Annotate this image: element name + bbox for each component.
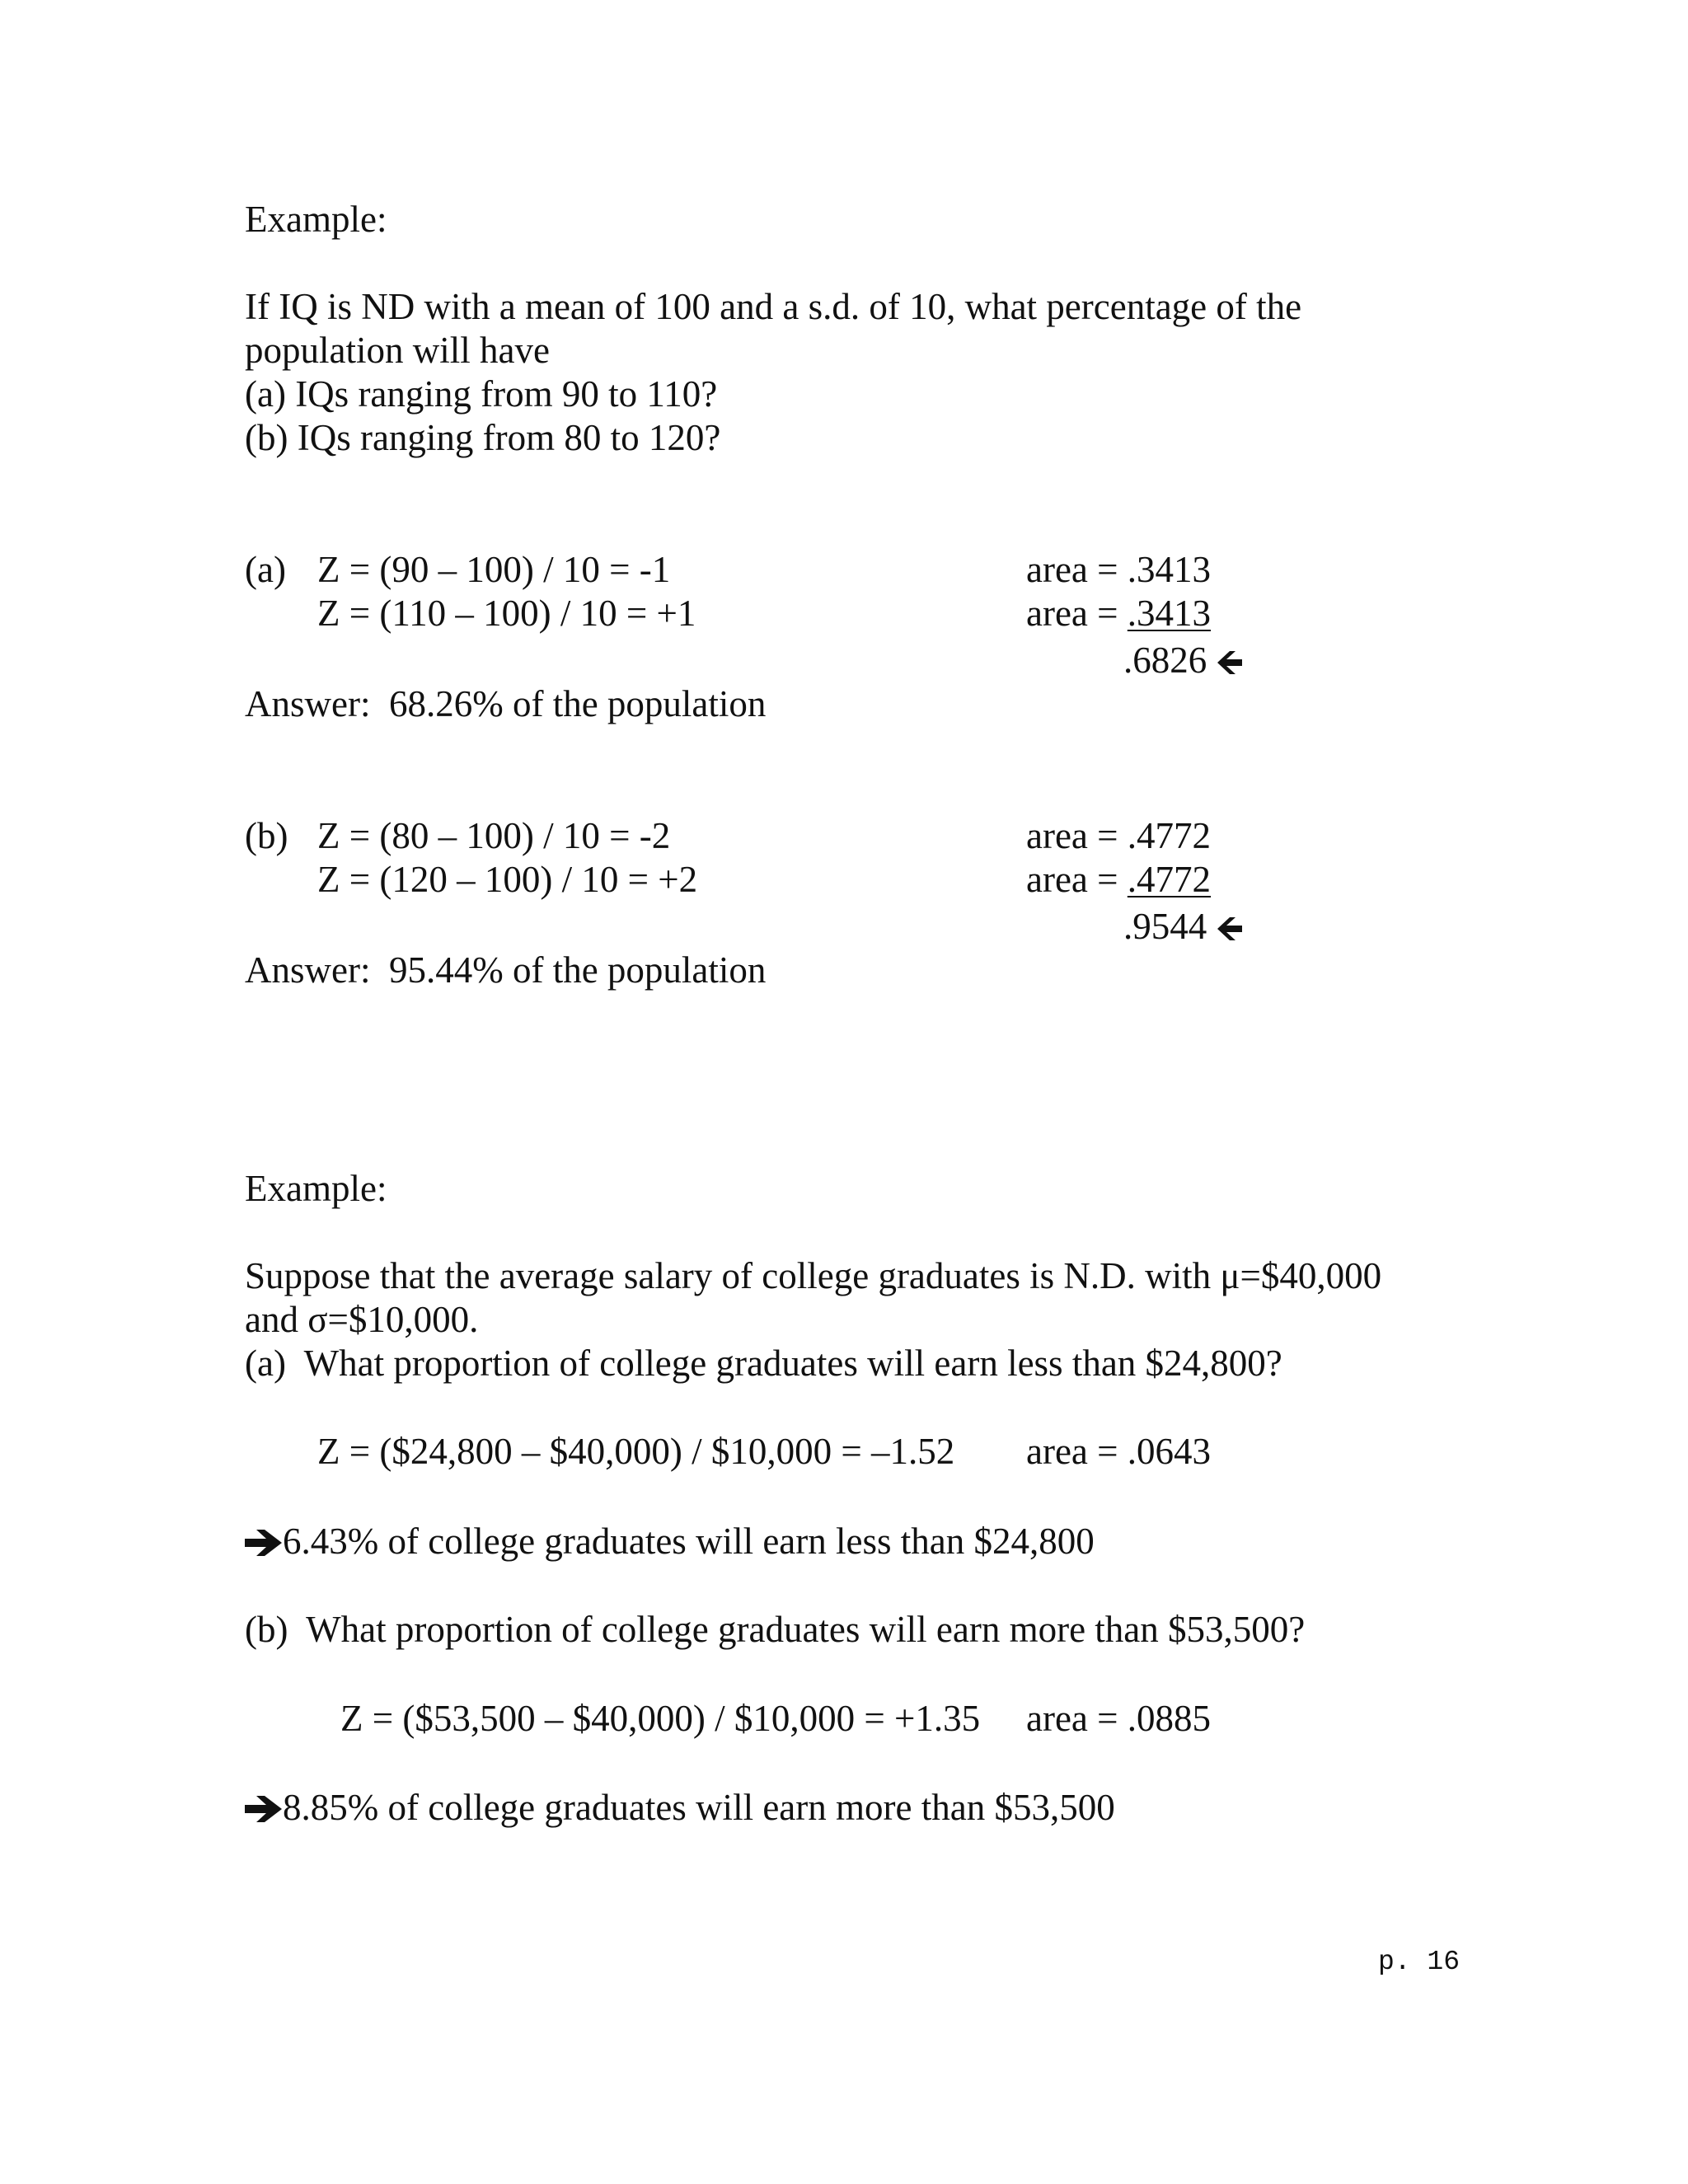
part-a-area-2 [1026, 595, 1211, 632]
example2-intro-line-2: and σ=$10,000. [245, 1299, 479, 1340]
example1-question-line-3: (a) IQs ranging from 90 to 110? [245, 373, 718, 415]
example2-part-a-z: Z = ($24,800 – $40,000) / $10,000 = –1.52 [317, 1431, 955, 1472]
total-value: .6826 [1123, 640, 1207, 681]
left-arrow-icon [1217, 916, 1243, 941]
part-a-z2: Z = (110 – 100) / 10 = +1 [317, 593, 696, 634]
result-text: 8.85% of college graduates will earn more than $53,500 [283, 1787, 1115, 1828]
example2-heading: Example: [245, 1168, 387, 1209]
example2-part-a-area: area = .0643 [1026, 1431, 1212, 1472]
part-b-z1: Z = (80 – 100) / 10 = -2 [317, 815, 671, 856]
part-b-total [1123, 908, 1243, 945]
part-b-label: (b) [245, 815, 288, 856]
part-b-area-2 [1026, 861, 1211, 898]
area-value: .3413 [1127, 549, 1212, 590]
example2-part-b-z: Z = ($53,500 – $40,000) / $10,000 = +1.35 [340, 1698, 981, 1739]
area-prefix: area = [1026, 549, 1128, 590]
result-text: 6.43% of college graduates will earn less than $24,800 [283, 1521, 1095, 1562]
part-b-answer: Answer: 95.44% of the population [245, 949, 767, 991]
area-value-underlined: .3413 [1127, 593, 1212, 634]
example1-question-line-1: If IQ is ND with a mean of 100 and a s.d. of 10, what percentage of the [245, 286, 1302, 327]
example2-part-a-result [245, 1523, 1095, 1560]
example1-question-line-4: (b) IQs ranging from 80 to 120? [245, 417, 721, 458]
total-value: .9544 [1123, 906, 1207, 947]
part-b-z2: Z = (120 – 100) / 10 = +2 [317, 859, 698, 900]
page-number: p. 16 [1378, 1947, 1461, 1977]
right-arrow-icon [245, 1530, 283, 1556]
part-a-label: (a) [245, 549, 286, 590]
part-a-z1: Z = (90 – 100) / 10 = -1 [317, 549, 671, 590]
example2-part-a-question: (a) What proportion of college graduates will earn less than $24,800? [245, 1343, 1282, 1384]
part-a-total [1123, 642, 1243, 679]
example2-part-b-question: (b) What proportion of college graduates will earn more than $53,500? [245, 1609, 1306, 1650]
right-arrow-icon [245, 1796, 283, 1822]
example2-intro-line-1: Suppose that the average salary of college graduates is N.D. with μ=$40,000 [245, 1255, 1382, 1296]
area-prefix: area = [1026, 815, 1128, 856]
example2-part-b-area: area = .0885 [1026, 1698, 1212, 1739]
part-a-answer: Answer: 68.26% of the population [245, 683, 767, 724]
left-arrow-icon [1217, 650, 1243, 675]
part-b-area-1 [1026, 815, 1212, 856]
area-prefix: area = [1026, 859, 1128, 900]
area-value: .4772 [1127, 815, 1212, 856]
area-prefix: area = [1026, 593, 1128, 634]
example1-heading: Example: [245, 199, 387, 240]
example2-part-b-result [245, 1789, 1115, 1826]
area-value-underlined: .4772 [1127, 859, 1212, 900]
example1-question-line-2: population will have [245, 330, 550, 371]
part-a-area-1 [1026, 551, 1211, 588]
